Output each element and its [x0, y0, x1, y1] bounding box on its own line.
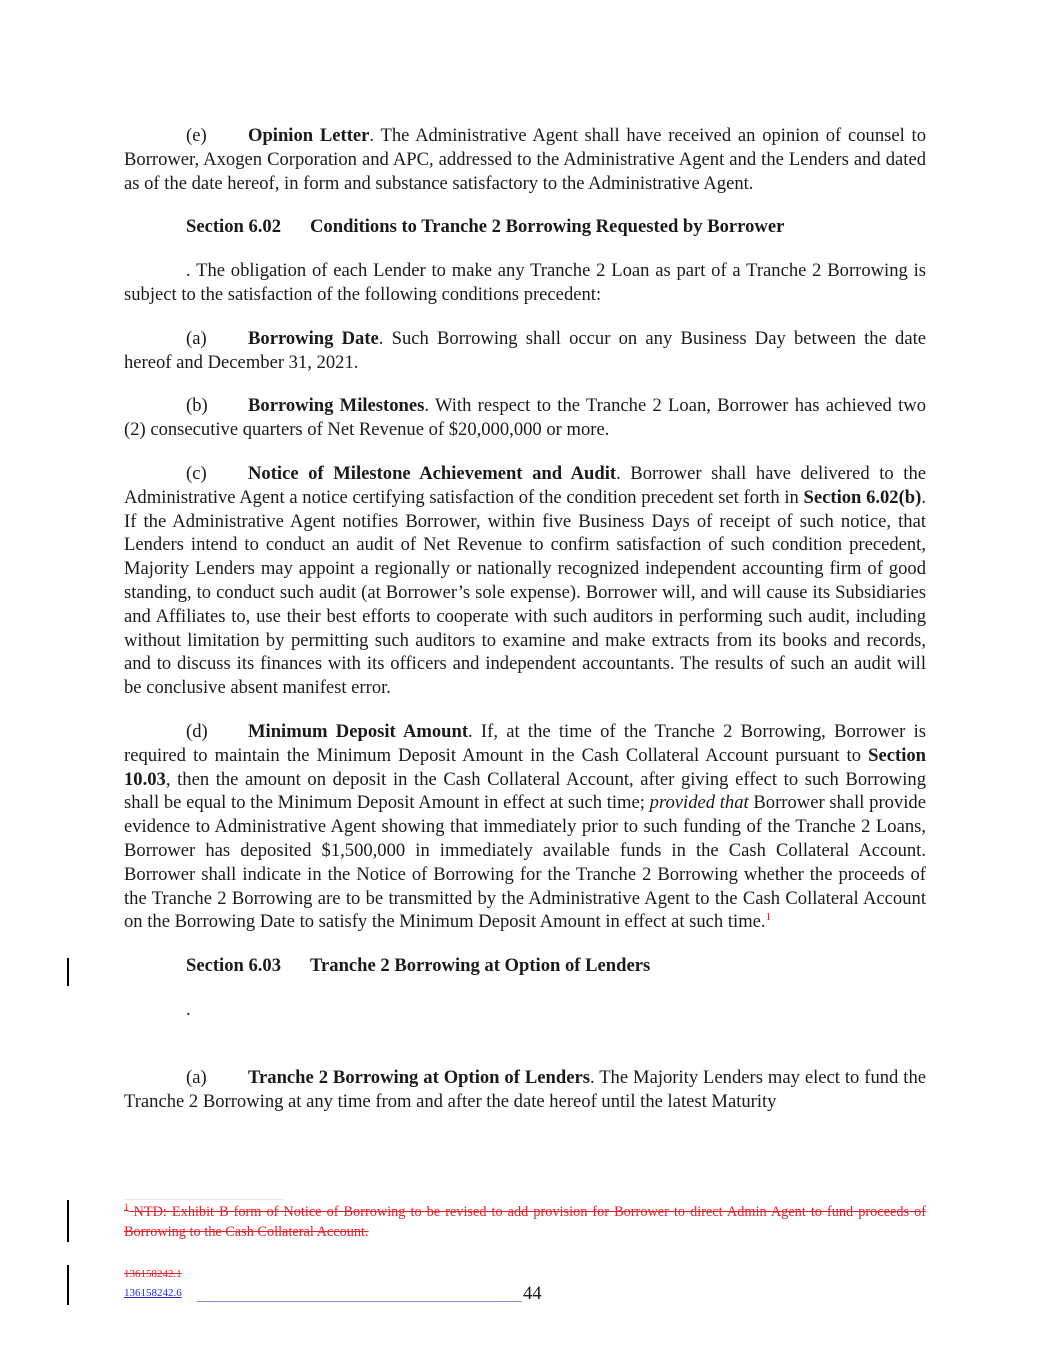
- paragraph-6-02-b: [124, 394, 926, 442]
- italic-phrase: provided that: [649, 792, 749, 814]
- paragraph-6-02-c: [124, 462, 926, 700]
- paragraph-text: . If, at the time of the Tranche 2 Borrowing, Borrower is required to maintain the Minimum Deposit Amount in the Cash Collateral Account pursuant to: [124, 720, 926, 766]
- paragraph-6-02-a: [124, 327, 926, 375]
- paragraph-text: . If the Administrative Agent notifies Borrower, within five Business Days of receipt of such notice, that Lenders intend to conduct an audit of Net Revenue to confirm satisfaction of such condition precedent, Majority Lenders may appoint a regionally or nationally recognized independent accounting firm of good standing, to conduct such audit (at Borrower’s sole expense). Borrower will, and will cause its Subsidiaries and Affiliates to, use their best efforts to cooperate with such auditors in performing such audit, including without limitation by permitting such auditors to examine and make extracts from its books and records, and to discuss its finances with its officers and independent accountants. The results of such an audit will be conclusive absent manifest error.: [124, 486, 926, 699]
- section-title: Tranche 2 Borrowing at Option of Lenders: [310, 955, 651, 977]
- paragraph-6-03-a: [124, 1066, 926, 1114]
- section-number: Section 6.02: [186, 216, 282, 238]
- document-id-deleted: 136158242.1: [124, 1268, 182, 1280]
- footnote-separator: [124, 1199, 284, 1200]
- paragraph-text: . Such Borrowing shall occur on any Business Day between the date hereof and December 31, 2021.: [124, 327, 926, 373]
- change-bar: [67, 1200, 69, 1242]
- paragraph-title: Minimum Deposit Amount: [248, 720, 469, 742]
- paragraph-title: Tranche 2 Borrowing at Option of Lenders: [248, 1066, 590, 1088]
- section-reference: Section 6.02(b): [803, 486, 922, 508]
- paragraph-label: (d): [186, 720, 208, 742]
- paragraph-6-01-e: [124, 124, 926, 195]
- paragraph-label: (c): [186, 462, 207, 484]
- paragraph-text: . With respect to the Tranche 2 Loan, Borrower has achieved two (2) consecutive quarters of Net Revenue of $20,000,000 or more.: [124, 395, 926, 441]
- footer-insertion-underline: [197, 1301, 522, 1302]
- change-bar: [67, 1265, 69, 1305]
- section-number: Section 6.03: [186, 955, 282, 977]
- empty-paragraph-dot: .: [186, 998, 191, 1020]
- paragraph-title: Borrowing Date: [248, 327, 379, 349]
- page-number: 44: [523, 1283, 542, 1304]
- footnote-deleted: [124, 1203, 926, 1242]
- document-page: [124, 124, 926, 1134]
- paragraph-text: . Borrower shall have delivered to the Administrative Agent a notice certifying satisfaction of the condition precedent set forth in: [124, 462, 927, 508]
- section-intro-6-02: . The obligation of each Lender to make any Tranche 2 Loan as part of a Tranche 2 Borrowing is subject to the satisfaction of the following conditions precedent:: [124, 260, 926, 305]
- footnote-text: NTD: Exhibit B form of Notice of Borrowing to be revised to add provision for Borrower to direct Admin Agent to fund proceeds of Borrowing to the Cash Collateral Account.: [124, 1204, 926, 1240]
- section-heading-6-03: [186, 954, 926, 978]
- section-title: Conditions to Tranche 2 Borrowing Requested by Borrower: [310, 216, 785, 238]
- paragraph-label: (b): [186, 395, 208, 417]
- paragraph-text: . The Administrative Agent shall have received an opinion of counsel to Borrower, Axogen Corporation and APC, addressed to the Administrative Agent and the Lenders and dated as of the date hereof, in form and substance satisfactory to the Administrative Agent.: [124, 125, 926, 194]
- paragraph-text: , then the amount on deposit in the Cash Collateral Account, after giving effect to such Borrowing shall be equal to the Minimum Deposit Amount in effect at such time;: [124, 768, 926, 814]
- footnote-reference[interactable]: 1: [765, 911, 772, 924]
- paragraph-text: Borrower shall provide evidence to Administrative Agent showing that immediately prior to such funding of the Tranche 2 Loans, Borrower has deposited $1,500,000 in immediately available funds in the Cash Collateral Account. Borrower shall indicate in the Notice of Borrowing for the Tranche 2 Borrowing whether the proceeds of the Tranche 2 Borrowing are to be transmitted by the Administrative Agent to the Cash Collateral Account on the Borrowing Date to satisfy the Minimum Deposit Amount in effect at such time.: [124, 792, 926, 933]
- paragraph-text: . The Majority Lenders may elect to fund the Tranche 2 Borrowing at any time from and after the date hereof until the latest Maturity: [124, 1066, 926, 1112]
- section-reference: Section 10.03: [124, 744, 926, 790]
- footnote-mark: 1: [124, 1202, 129, 1213]
- paragraph-label: (a): [186, 327, 207, 349]
- paragraph-6-02-d: [124, 720, 926, 934]
- paragraph-title: Opinion Letter: [248, 125, 370, 146]
- paragraph-title: Borrowing Milestones: [248, 395, 425, 417]
- paragraph-label: (a): [186, 1066, 207, 1088]
- paragraph-label: (e): [186, 125, 207, 146]
- paragraph-title: Notice of Milestone Achievement and Audit: [248, 462, 617, 484]
- document-id-inserted: 136158242.6: [124, 1287, 182, 1299]
- section-heading-6-02: [186, 215, 926, 239]
- change-bar: [67, 958, 69, 986]
